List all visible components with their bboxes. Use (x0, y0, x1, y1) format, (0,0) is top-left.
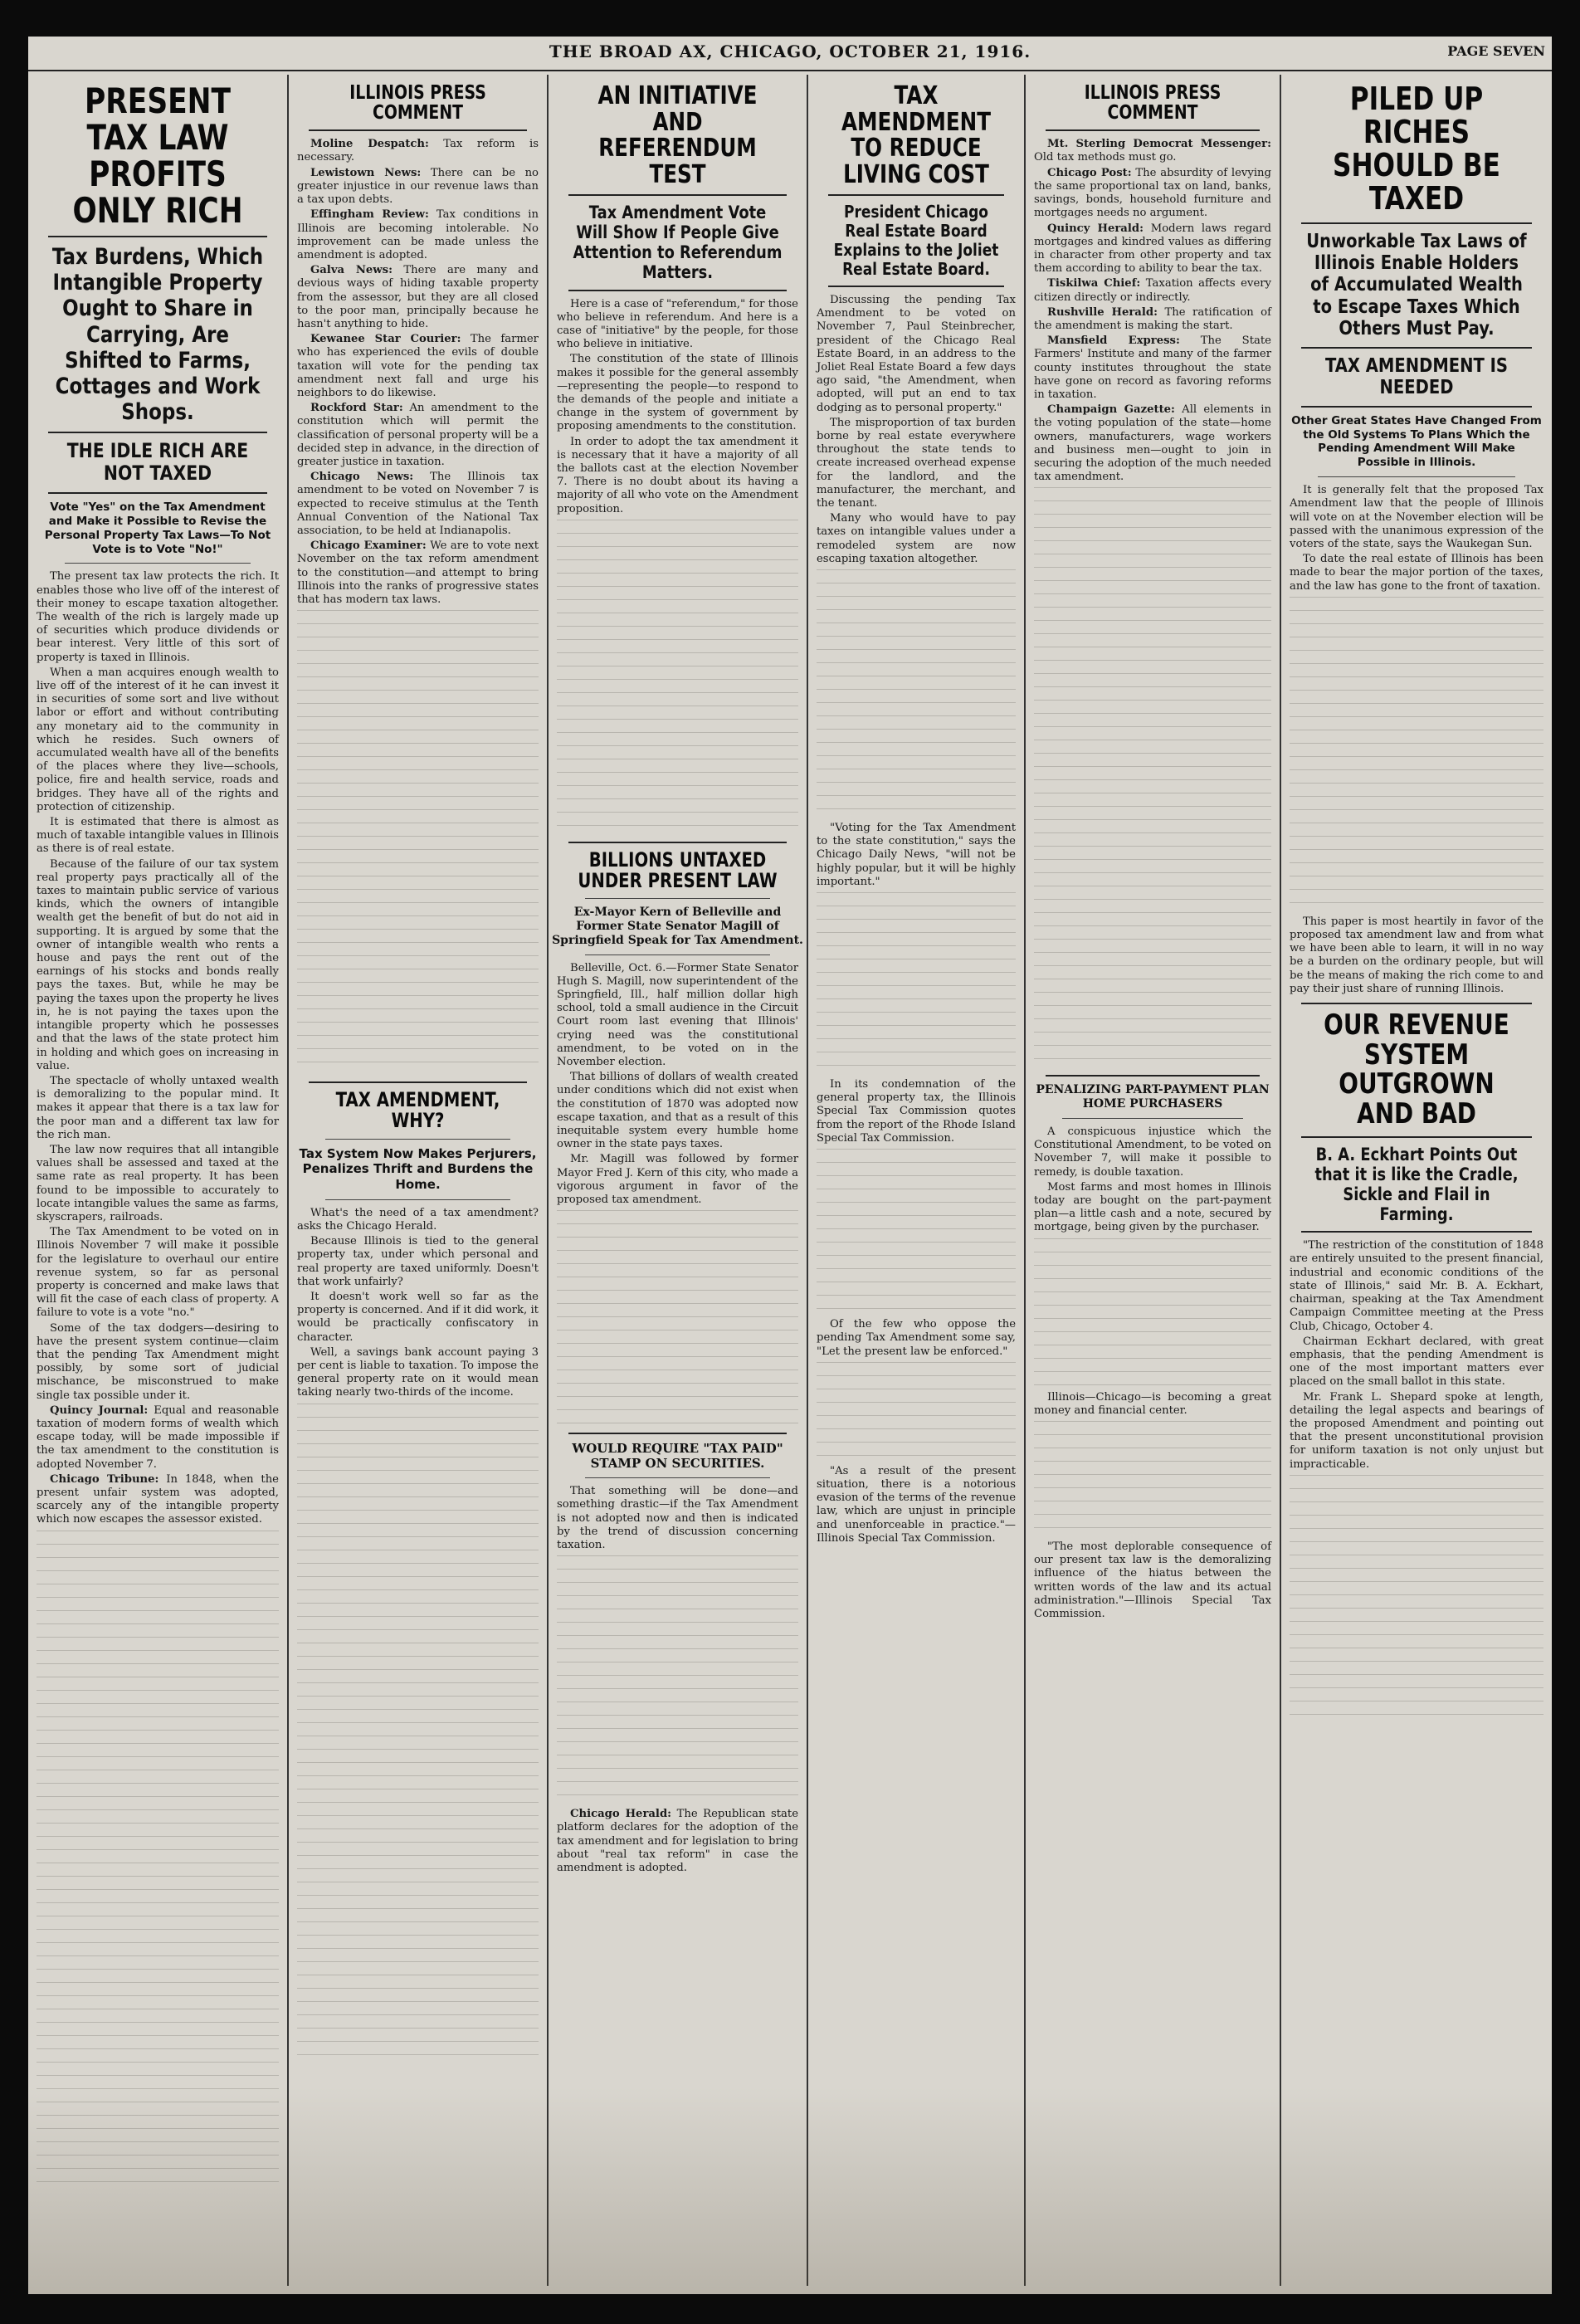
paragraph: Illinois—Chicago—is becoming a great money and financial center. (1034, 1390, 1271, 1417)
divider (309, 1081, 527, 1083)
article-body (812, 1465, 1021, 1545)
subhead-perjurers: Tax System Now Makes Perjurers, Penalizes Thrift and Burdens the Home. (299, 1145, 537, 1193)
paragraph (1034, 222, 1271, 276)
article-body (292, 138, 544, 607)
paragraph: In order to adopt the tax amendment it is necessary that it have a majority of all the ballots cast at the election November 7. There is no doubt about its having a majority of all who vote on the Amendment proposition. (557, 435, 798, 515)
paragraph: That something will be done—and something drastic—if the Tax Amendment is not adopted now and then is indicated by the trend of discussion concerning taxation. (557, 1485, 798, 1552)
source-label: Moline Despatch: (310, 138, 429, 151)
paragraph (297, 264, 539, 331)
subhead-referendum-matters: Tax Amendment Vote Will Show If People Give Attention to Referendum Matters. (573, 203, 783, 283)
source-text: Equal and reasonable taxation of modern forms of wealth which escape today, will be made impossible if the tax amendment to the constitution is adopted November 7. (37, 1404, 279, 1471)
source-label: Rockford Star: (310, 402, 403, 415)
paragraph: What's the need of a tax amendment? asks the Chicago Herald. (297, 1206, 539, 1233)
headline-initiative-referendum: AN INITIATIVE AND REFERENDUM TEST (597, 81, 758, 189)
source-label: Chicago Tribune: (50, 1472, 159, 1486)
paragraph: This paper is most heartily in favor of the proposed tax amendment law and from what we have been able to learn, it will in no way be a burden on the ordinary people, but will be the means of making the rich come to and pay their just share of running Illinois. (1290, 915, 1543, 995)
divider (309, 129, 527, 131)
article-body (1285, 915, 1548, 996)
headline-tax-paid-stamp: WOULD REQUIRE "TAX PAID" STAMP ON SECURITIES. (572, 1441, 783, 1472)
text-lines (817, 1149, 1016, 1315)
source-label: Kewanee Star Courier: (310, 333, 461, 346)
article-body (812, 294, 1021, 566)
article-body (552, 1808, 803, 1875)
source-text: There are many and devious ways of hiding taxable property from the assessor, but they are all closed to the poor man, principally because he hasn't anything to hide. (297, 264, 539, 330)
paragraph (297, 167, 539, 208)
paragraph (1034, 306, 1271, 333)
source-text: An amendment to the constitution which will permit the classification of personal property will be a decided step in advance, in the direction of greater justice in taxation. (297, 402, 539, 468)
paragraph (297, 208, 539, 262)
column-rule (1024, 75, 1026, 2286)
source-text: We are to vote next November on the tax reform amendment to the constitution—and attempt to bring Illinois into the ranks of progressive states that has modern tax laws. (297, 540, 539, 606)
divider (65, 563, 251, 564)
headline-billions-untaxed: BILLIONS UNTAXED UNDER PRESENT LAW (578, 847, 778, 892)
subhead-tax-burdens: Tax Burdens, Which Intangible Property Ought to Share in Carrying, Are Shifted to Farms, Cottages and Work Shops. (51, 244, 264, 425)
source-text: In 1848, when the present unfair system was adopted, scarcely any of the intangible property which now escapes the assessor existed. (37, 1472, 279, 1526)
divider (48, 236, 267, 237)
paragraph: The constitution of the state of Illinois makes it possible for the general assembly—representing the people—to respond to the demands of the people and initiate a change in the system of government by proposing amendments to the constitution. (557, 353, 798, 433)
divider (568, 842, 787, 843)
column-rule (287, 75, 289, 2286)
subhead-unworkable-tax-laws: Unworkable Tax Laws of Illinois Enable Holders of Accumulated Wealth to Escape Taxes Which Others Must Pay. (1306, 230, 1527, 340)
source-text: The Illinois tax amendment to be voted on November 7 is expected to receive stimulus at the Tenth Annual Convention of the National Tax association, to be held at Indianapolis. (297, 471, 539, 537)
divider (1301, 1003, 1532, 1004)
paragraph (1034, 277, 1271, 304)
masthead-title: THE BROAD AX, CHICAGO, OCTOBER 21, 1916. (549, 42, 1031, 61)
divider (568, 290, 787, 291)
subhead-joliet: President Chicago Real Estate Board Explains to the Joliet Real Estate Board. (833, 202, 999, 279)
divider (585, 954, 770, 955)
paragraph (1034, 334, 1271, 402)
article-body (812, 822, 1021, 889)
paragraph: Discussing the pending Tax Amendment to be voted on November 7, Paul Steinbrecher, president of the Chicago Real Estate Board, in an address to the Joliet Real Estate Board a few days ago said, "the Amendment, when adopted, will put an end to tax dodging as to personal property." (817, 294, 1016, 414)
column-2 (292, 75, 544, 2286)
article-body (292, 1207, 544, 1400)
paragraph: To date the real estate of Illinois has been made to bear the major portion of the taxes, and the law has gone to the front of taxation. (1290, 553, 1543, 593)
article-body (1029, 1391, 1276, 1418)
divider (325, 1139, 510, 1140)
article-body (1029, 1540, 1276, 1621)
paragraph: "The restriction of the constitution of 1848 are entirely unsuited to the present financial, industrial and economic conditions of the state of Illinois," said Mr. B. A. Eckhart, chairman, speaking at the Tax Amendment Campaign Committee meeting at the Press Club, Chicago, October 4. (1290, 1239, 1543, 1333)
source-text: The farmer who has experienced the evils of double taxation will vote for the pending tax amendment next fall and urge his neighbors to do likewise. (297, 333, 539, 399)
paragraph (297, 333, 539, 400)
source-text: Modern laws regard mortgages and kindred values as differing in character from other property and tax them according to ability to bear the tax. (1034, 222, 1271, 276)
source-text: The ratification of the amendment is making the start. (1034, 305, 1271, 332)
column-3 (552, 75, 803, 2286)
paragraph: Well, a savings bank account paying 3 per cent is liable to taxation. To impose the general property rate on it would mean taking nearly two-thirds of the income. (297, 1345, 539, 1399)
divider (828, 194, 1004, 196)
article-body (1285, 1239, 1548, 1471)
text-lines (37, 1531, 279, 2195)
article-body (552, 962, 803, 1208)
text-lines (817, 1362, 1016, 1462)
divider (828, 286, 1004, 287)
column-1 (32, 75, 284, 2286)
paragraph: Chairman Eckhart declared, with great emphasis, that the pending Amendment is one of the most important matters ever placed on the small ballot in this state. (1290, 1335, 1543, 1389)
divider (1318, 476, 1515, 477)
paragraph: Some of the tax dodgers—desiring to have the present system continue—claim that the pending Tax Amendment might possibly, by some sort of judicial mischance, be misconstrued to make single tax possible under it. (37, 1321, 279, 1402)
source-label: Mt. Sterling Democrat Messenger: (1047, 138, 1271, 151)
paragraph: When a man acquires enough wealth to live off of the interest of it he can invest it in securities of some sort and live without labor or effort and without contributing any monetary aid to the community in which he resides. Such owners of accumulated wealth have all of the benefits of the places where they live—schools, police, fire and health service, roads and bridges. They have all of the rights and protection of citizenship. (37, 666, 279, 813)
divider (1046, 129, 1260, 131)
paragraph: "The most deplorable consequence of our present tax law is the demoralizing influence of the hiatus between the written words of the law and its actual administration."—Illinois Special Tax Commission. (1034, 1540, 1271, 1620)
paragraph: The law now requires that all intangible values shall be assessed and taxed at the same rate as real property. It has been found to be impossible to accurately to locate intangible values the same as farms, skyscrapers, railroads. (37, 1143, 279, 1223)
paragraph: It doesn't work well so far as the property is concerned. And if it did work, it would be practically confiscatory in character. (297, 1291, 539, 1344)
divider (1301, 347, 1532, 349)
source-label: Quincy Journal: (50, 1404, 149, 1417)
paragraph (37, 1473, 279, 1527)
subhead-eckhart: B. A. Eckhart Points Out that it is like the Cradle, Sickle and Flail in Farming. (1314, 1144, 1519, 1225)
article-body (1285, 484, 1548, 593)
text-lines (1034, 487, 1271, 1068)
paragraph (1034, 403, 1271, 484)
headline-press-comment: ILLINOIS PRESS COMMENT (349, 82, 486, 124)
paragraph (297, 138, 539, 164)
source-text: The Republican state platform declares for the adoption of the tax amendment and for legislation to bring about "real tax reform" in case the amendment is adopted. (557, 1808, 798, 1875)
text-lines (557, 1555, 798, 1804)
paragraph (297, 540, 539, 607)
text-lines (557, 1210, 798, 1426)
text-lines (297, 610, 539, 1075)
source-label: Chicago Herald: (570, 1808, 672, 1821)
text-lines (1034, 1238, 1271, 1388)
paragraph: It is estimated that there is almost as much of taxable intangible values in Illinois as there is of real estate. (37, 816, 279, 856)
paragraph (1034, 167, 1271, 221)
paragraph: Most farms and most homes in Illinois today are bought on the part-payment plan—a little cash and a note, secured by mortgage, being given by the purchaser. (1034, 1180, 1271, 1234)
headline-present-tax-law: PRESENT TAX LAW PROFITS ONLY RICH (72, 81, 243, 232)
paragraph: That billions of dollars of wealth created under conditions which did not exist when the constitution of 1870 was adopted now escape taxation, and that as a result of this inequitable system every humble home owner in the state pays taxes. (557, 1071, 798, 1151)
deck-vote-yes: Vote "Yes" on the Tax Amendment and Make it Possible to Revise the Personal Property Tax Laws—To Not Vote is to Vote "No!" (44, 500, 271, 556)
source-label: Chicago Examiner: (310, 540, 427, 553)
paragraph: Belleville, Oct. 6.—Former State Senator Hugh S. Magill, now superintendent of the Springfield, Ill., half million dollar high school, told a small audience in the Circuit Court room last evening that Illinois' crying need was the constitutional amendment, to be voted on in the November election. (557, 961, 798, 1068)
column-rule (807, 75, 808, 2286)
paragraph: A conspicuous injustice which the Constitutional Amendment, to be voted on November 7, will make it possible to remedy, is double taxation. (1034, 1125, 1271, 1179)
text-lines (817, 569, 1016, 818)
paragraph: In its condemnation of the general property tax, the Illinois Special Tax Commission quotes from the report of the Rhode Island Special Tax Commission. (817, 1078, 1016, 1145)
divider (568, 1433, 787, 1434)
divider (1301, 1136, 1532, 1138)
source-label: Lewistown News: (310, 166, 422, 179)
article-body (1029, 138, 1276, 484)
divider (585, 898, 770, 899)
article-body (32, 570, 284, 1526)
subhead-tax-amendment-needed: TAX AMENDMENT IS NEEDED (1324, 354, 1509, 399)
column-rule (1280, 75, 1281, 2286)
source-text: The absurdity of levying the same proportional tax on land, banks, savings, bonds, household furniture and mortgages needs no argument. (1034, 166, 1271, 220)
divider (1062, 1118, 1243, 1119)
headline-piled-up-riches: PILED UP RICHES SHOULD BE TAXED (1333, 81, 1500, 217)
text-lines (297, 1404, 539, 2068)
text-lines (817, 892, 1016, 1075)
paragraph: "As a result of the present situation, there is a notorious evasion of the terms of the revenue law, which are unjust in principle and unenforceable in practice."—Illinois Special Tax Commission. (817, 1464, 1016, 1545)
paragraph: Many who would have to pay taxes on intangible values under a remodeled system are now escaping taxation altogether. (817, 512, 1016, 565)
divider (1301, 1231, 1532, 1233)
paragraph: Because Illinois is tied to the general property tax, under which personal and real property are taxed uniformly. Doesn't that work unfairly? (297, 1235, 539, 1288)
paragraph: Mr. Frank L. Shepard spoke at length, detailing the legal aspects and bearings of the proposed Amendment and pointing out that the present unconstitutional provision for uniform taxation is not only unjust but impracticable. (1290, 1390, 1543, 1471)
source-label: Chicago News: (310, 471, 414, 484)
page-number: PAGE SEVEN (1447, 43, 1545, 59)
divider (1301, 406, 1532, 408)
article-body (812, 1078, 1021, 1145)
divider (48, 432, 267, 433)
source-text: All elements in the voting population of the state—home owners, manufacturers, wage workers and business men—ought to join in securing the adoption of the much needed tax amendment. (1034, 403, 1271, 484)
divider (48, 492, 267, 494)
headline-revenue-system: OUR REVENUE SYSTEM OUTGROWN AND BAD (1324, 1008, 1509, 1131)
newspaper-page (28, 37, 1552, 2294)
divider (325, 1199, 510, 1200)
masthead (28, 37, 1552, 71)
source-label: Chicago Post: (1047, 166, 1132, 179)
subhead-kern-magill: Ex-Mayor Kern of Belleville and Former State Senator Magill of Springfield Speak for Tax Amendment. (552, 906, 803, 947)
column-5 (1029, 75, 1276, 2286)
headline-penalizing: PENALIZING PART-PAYMENT PLAN HOME PURCHASERS (1036, 1083, 1270, 1111)
divider (1046, 1075, 1260, 1077)
divider (568, 194, 787, 196)
paragraph: Mr. Magill was followed by former Mayor Fred J. Kern of this city, who made a vigorous argument in favor of the proposed tax amendment. (557, 1153, 798, 1207)
paragraph (37, 1404, 279, 1472)
text-lines (1290, 597, 1543, 912)
divider (585, 1477, 770, 1478)
paragraph: Because of the failure of our tax system real property pays practically all of the taxes to maintain public service of various kinds, which the owners of intangible wealth get the benefit of but do not aid in supporting. It is argued by some that the owner of intangible wealth who rents a house and pays the rent out of the earnings of his stocks and bonds really pays the taxes. But, while he may be paying the taxes upon the property he lives in, he is not paying the taxes upon the intangible property which he possesses and that the laws of the state protect him in holding and which goes on increasing in value. (37, 857, 279, 1072)
source-label: Galva News: (310, 264, 393, 277)
source-label: Champaign Gazette: (1047, 403, 1175, 417)
column-4 (812, 75, 1021, 2286)
source-label: Tiskilwa Chief: (1047, 277, 1141, 290)
deck-other-states: Other Great States Have Changed From the Old Systems To Plans Which the Pending Amendment Will Make Possible in Illinois. (1291, 413, 1542, 470)
article-body (552, 298, 803, 516)
paragraph: "Voting for the Tax Amendment to the state constitution," says the Chicago Daily News, "will not be highly popular, but it will be highly important." (817, 822, 1016, 888)
source-text: There can be no greater injustice in our revenue laws than a tax upon debts. (297, 166, 539, 207)
article-body (1029, 1125, 1276, 1235)
source-label: Mansfield Express: (1047, 334, 1180, 348)
divider (1301, 222, 1532, 224)
article-body (552, 1485, 803, 1552)
paragraph: The Tax Amendment to be voted on in Illinois November 7 will make it possible for the legislature to overhaul our entire revenue system, so far as personal property is concerned and make laws that will fit the case of each class of property. A failure to vote is a vote "no." (37, 1226, 279, 1320)
source-label: Quincy Herald: (1047, 222, 1144, 235)
paragraph (1034, 138, 1271, 164)
paragraph: The misproportion of tax burden borne by real estate everywhere throughout the state tends to create increased overhead expense for the landlord, and the manufacturer, the merchant, and the tenant. (817, 416, 1016, 510)
source-text: Taxation affects every citizen directly or indirectly. (1034, 277, 1271, 304)
headline-tax-amendment-why: TAX AMENDMENT, WHY? (335, 1088, 500, 1133)
column-rule (547, 75, 549, 2286)
headline-reduce-living-cost: TAX AMENDMENT TO REDUCE LIVING COST (841, 81, 991, 189)
paragraph (297, 402, 539, 469)
column-6 (1285, 75, 1548, 2286)
paragraph: Here is a case of "referendum," for those who believe in referendum. And here is a case of "initiative" by the people, for those who believe in initiative. (557, 297, 798, 351)
paragraph: The spectacle of wholly untaxed wealth is demoralizing to the popular mind. It makes it appear that there is a tax law for the poor man and a different tax law for the rich man. (37, 1074, 279, 1141)
paragraph (557, 1808, 798, 1875)
paragraph: Of the few who oppose the pending Tax Amendment some say, "Let the present law be enforced." (817, 1318, 1016, 1358)
paragraph: It is generally felt that the proposed Tax Amendment law that the people of Illinois will vote on at the November election will be passed with the unanimous expression of the voters of the state, says the Waukegan Sun. (1290, 484, 1543, 550)
source-text: Old tax methods must go. (1034, 151, 1177, 164)
headline-press-comment-2: ILLINOIS PRESS COMMENT (1084, 82, 1222, 124)
source-text: Tax conditions in Illinois are becoming intolerable. No improvement can be made unless the amendment is adopted. (297, 208, 539, 261)
source-label: Rushville Herald: (1047, 305, 1158, 319)
subhead-idle-rich: THE IDLE RICH ARE NOT TAXED (66, 438, 249, 486)
text-lines (1034, 1421, 1271, 1537)
source-text: Tax reform is necessary. (297, 138, 539, 164)
paragraph: The present tax law protects the rich. It enables those who live off of the interest of their money to escape taxation altogether. The wealth of the rich is largely made up of securities which produce dividends or bear interest. Very little of this sort of property is taxed in Illinois. (37, 570, 279, 664)
source-text: The State Farmers' Institute and many of the farmer county institutes throughout the state have gone on record as favoring reforms in taxation. (1034, 334, 1271, 401)
source-label: Effingham Review: (310, 208, 429, 222)
article-body (812, 1318, 1021, 1359)
text-lines (557, 520, 798, 835)
text-lines (1290, 1475, 1543, 1724)
paragraph (297, 471, 539, 538)
